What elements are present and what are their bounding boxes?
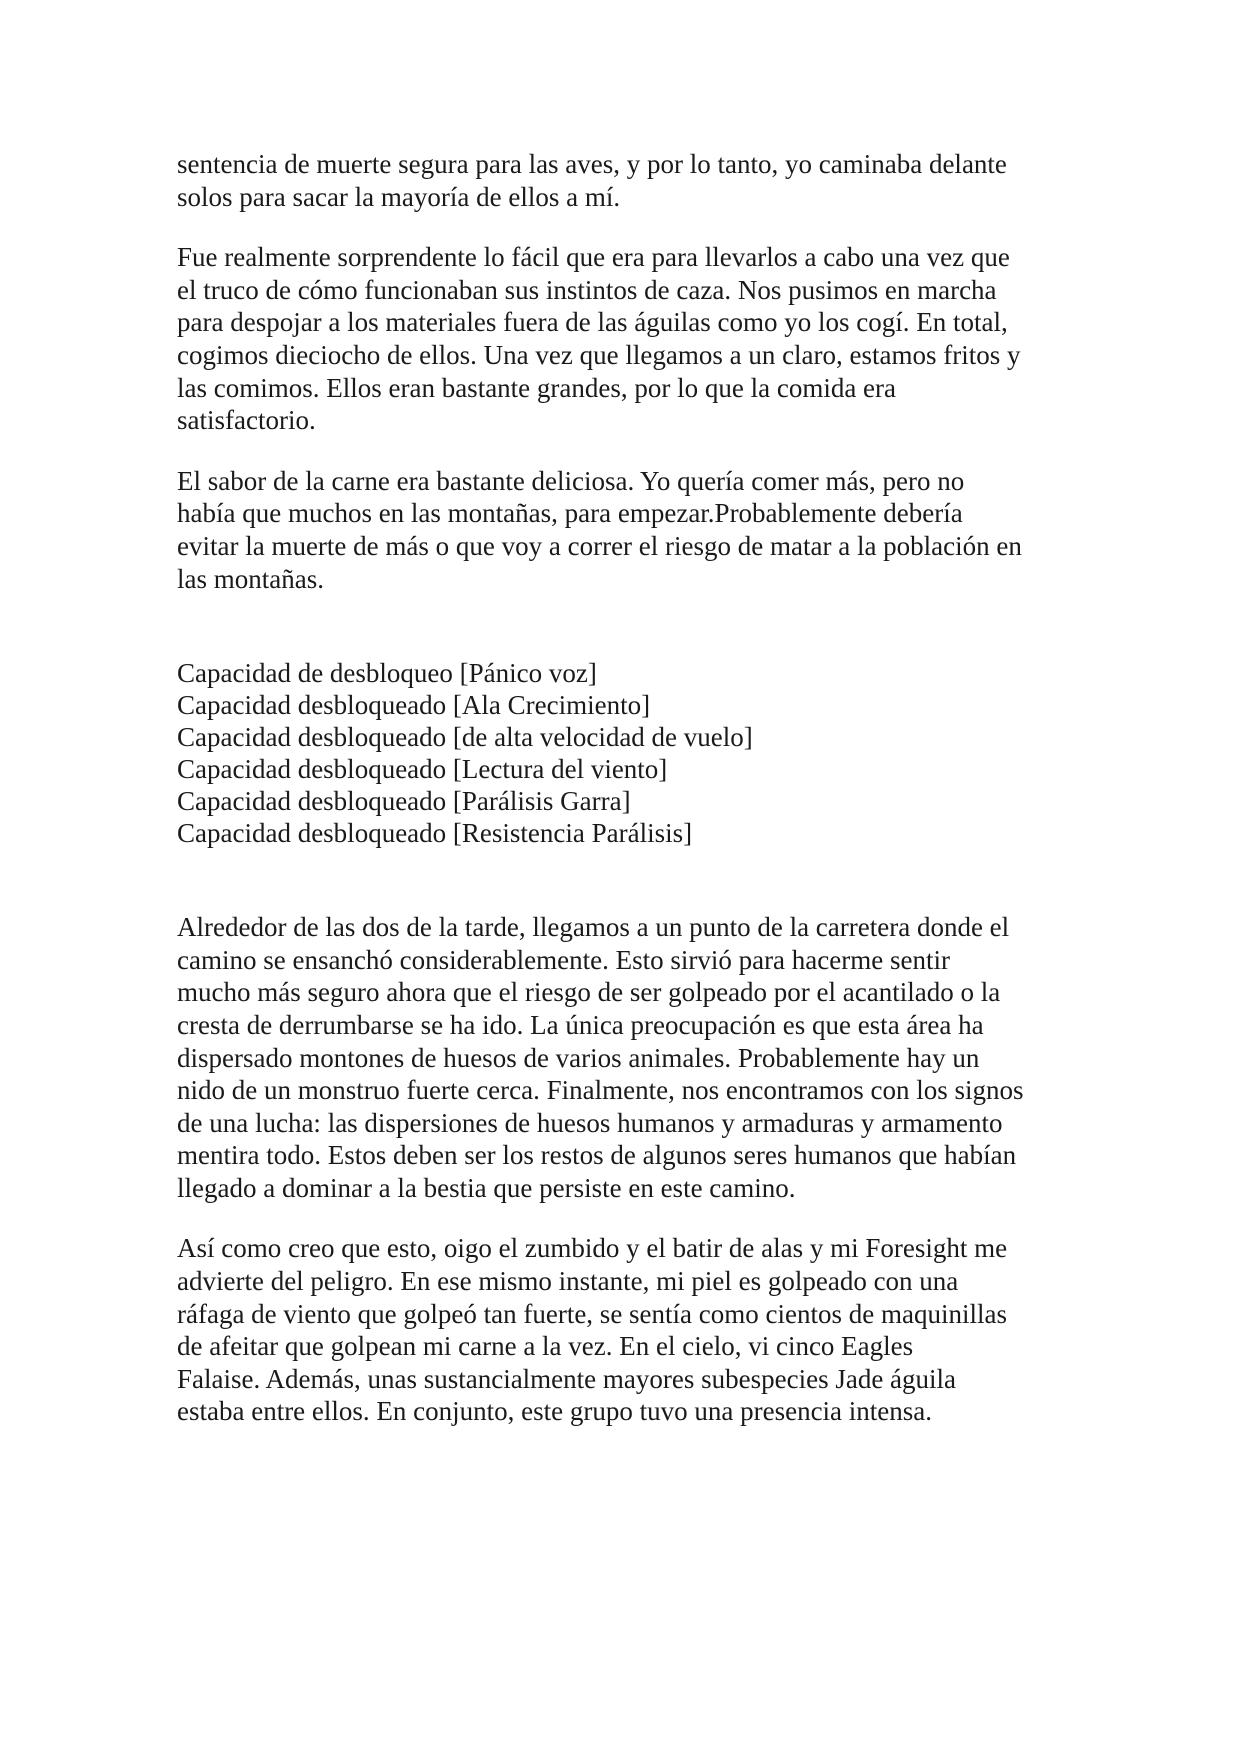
paragraph: Fue realmente sorprendente lo fácil que era para llevarlos a cabo una vez que el truco de cómo funcionaban sus instintos de caza. Nos pusimos en marcha para despojar a los materiales fuera de las águilas como yo los cogí. En total, cogimos dieciocho de ellos. Una vez que llegamos a un claro, estamos fritos y las comimos. Ellos eran bastante grandes, por lo que la comida era satisfactorio.	[177, 242, 1021, 436]
paragraph: Así como creo que esto, oigo el zumbido y el batir de alas y mi Foresight me advierte del peligro. En ese mismo instante, mi piel es golpeado con una ráfaga de viento que golpeó tan fuerte, se sentía como cientos de maquinillas de afeitar que golpean mi carne a la vez. En el cielo, vi cinco Eagles Falaise. Además, unas sustancialmente mayores subespecies Jade águila estaba entre ellos. En conjunto, este grupo tuvo una presencia intensa.	[177, 1233, 1008, 1427]
paragraph: El sabor de la carne era bastante deliciosa. Yo quería comer más, pero no había que muchos en las montañas, para empezar.Probablemente debería evitar la muerte de más o que voy a correr el riesgo de matar a la población en las montañas.	[177, 465, 1022, 594]
document-body	[177, 148, 1077, 1428]
ability-unlock-list	[177, 657, 1077, 849]
ability-unlock-line: Capacidad desbloqueado [Ala Crecimiento]	[177, 690, 651, 721]
paragraph: Alrededor de las dos de la tarde, llegamos a un punto de la carretera donde el camino se ensanchó considerablemente. Esto sirvió para hacerme sentir mucho más seguro ahora que el riesgo de ser golpeado por el acantilado o la cresta de derrumbarse se ha ido. La única preocupación es que esta área ha dispersado montones de huesos de varios animales. Probablemente hay un nido de un monstruo fuerte cerca. Finalmente, nos encontramos con los signos de una lucha: las dispersiones de huesos humanos y armaduras y armamento mentira todo. Estos deben ser los restos de algunos seres humanos que habían llegado a dominar a la bestia que persiste en este camino.	[177, 912, 1024, 1203]
ability-unlock-line: Capacidad desbloqueado [de alta velocidad de vuelo]	[177, 722, 753, 753]
ability-unlock-line: Capacidad de desbloqueo [Pánico voz]	[177, 658, 597, 689]
ability-unlock-line: Capacidad desbloqueado [Parálisis Garra]	[177, 786, 631, 817]
ability-unlock-line: Capacidad desbloqueado [Lectura del viento]	[177, 754, 668, 785]
ability-unlock-line: Capacidad desbloqueado [Resistencia Parálisis]	[177, 818, 693, 849]
paragraph: sentencia de muerte segura para las aves, y por lo tanto, yo caminaba delante solos para sacar la mayoría de ellos a mí.	[177, 149, 1007, 212]
